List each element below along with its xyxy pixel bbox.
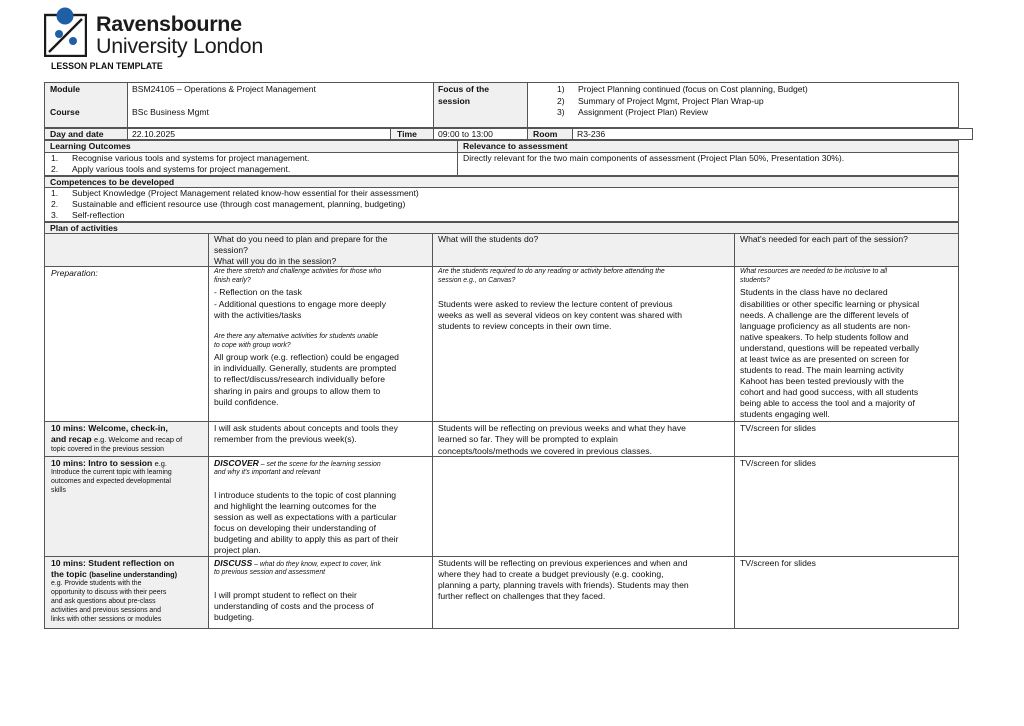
focus-item-3: 3) Assignment (Project Plan) Review — [557, 107, 708, 117]
focus-label: Focus of the — [438, 84, 490, 94]
competences-header-bg — [45, 177, 958, 187]
prep-answer-line: to reflect/discuss/research individually before — [214, 374, 386, 384]
competence-3: 3. Self-reflection — [51, 210, 125, 220]
outcome-2: 2. Apply various tools and systems for project management. — [51, 164, 291, 174]
reflection-eg-line: links with other sessions or modules — [51, 616, 162, 623]
resources-answer-line: understand, questions will be repeated verbally — [740, 343, 920, 353]
intro-eg-line: Introduce the current topic with learning — [51, 469, 172, 476]
resources-answer-line: native speakers. To help students follow and — [740, 332, 909, 342]
welcome-students-line: concepts/tools/methods we covered in previous classes. — [438, 446, 652, 456]
reflection-students-line: where they had to create a budget previously (e.g. cooking, — [438, 569, 664, 579]
resources-answer-line: students engaging well. — [740, 409, 830, 419]
reflection-students-line: Students will be reflecting on previous experiences and when and — [438, 558, 688, 568]
resources-answer-line: Students in the class have no declared — [740, 287, 888, 297]
focus-item-2: 2) Summary of Project Mgmt, Project Plan Wrap-up — [557, 96, 764, 106]
prep-answer-line: All group work (e.g. reflection) could be engaged — [214, 352, 399, 362]
resources-answer-line: students to read. The main learning activity — [740, 365, 904, 375]
preparation-label: Preparation: — [51, 268, 98, 278]
prep-question-alternative-2: to cope with group work? — [214, 342, 291, 349]
brand-subtitle: University London — [96, 34, 263, 58]
intro-title: 10 mins: Intro to session — [51, 458, 153, 468]
focus-item-1: 1) Project Planning continued (focus on Cost planning, Budget) — [557, 84, 808, 94]
discuss-label: DISCUSS — [214, 558, 253, 568]
time-value: 09:00 to 13:00 — [438, 129, 493, 139]
competence-1: 1. Subject Knowledge (Project Management related know-how essential for their assessment) — [51, 188, 419, 198]
reflection-title-3: (baseline understanding) — [89, 570, 178, 579]
intro-plan-line: focus on developing their understanding of — [214, 523, 376, 533]
reflection-title: 10 mins: Student reflection on — [51, 558, 175, 568]
course-value: BSc Business Mgmt — [132, 107, 209, 117]
resources-answer-line: at least twice as are presented on screen for — [740, 354, 910, 364]
students-answer-line: weeks as well as several videos on key content was shared with — [438, 310, 683, 320]
intro-plan-line: session as well as expectations with a particular — [214, 512, 397, 522]
welcome-eg-2: topic covered in the previous session — [51, 446, 164, 453]
students-answer-line: Students were asked to review the lecture content of previous — [438, 299, 673, 309]
learning-outcomes-label: Learning Outcomes — [50, 141, 131, 151]
reflection-eg-line: opportunity to discuss with their peers — [51, 589, 167, 596]
welcome-plan-line: remember from the previous week(s). — [214, 434, 357, 444]
brand-name: Ravensbourne — [96, 12, 242, 36]
competences-label: Competences to be developed — [50, 177, 175, 187]
relevance-text: Directly relevant for the two main components of assessment (Project Plan 50%, Presentation 30%). — [463, 153, 845, 163]
col-prepare-header: What do you need to plan and prepare for the — [214, 234, 388, 244]
ravensbourne-logo-icon — [44, 7, 87, 57]
time-label: Time — [397, 129, 417, 139]
discuss-note-2: to previous session and assessment — [214, 569, 326, 576]
outcome-1: 1. Recognise various tools and systems for project management. — [51, 153, 310, 163]
resources-answer-line: needs. A challenge are the different levels of — [740, 310, 909, 320]
prep-answer-line: in individually. Generally, students are prompted — [214, 363, 397, 373]
intro-eg: e.g. — [154, 459, 167, 468]
reflection-plan-line: understanding of costs and the process of — [214, 601, 374, 611]
intro-plan-line: and highlight the learning outcomes for the — [214, 501, 377, 511]
discover-note-2: and why it's important and relevant — [214, 469, 321, 476]
day-label: Day and date — [50, 129, 104, 139]
prep-answer-line: - Additional questions to engage more deeply — [214, 299, 386, 309]
col-prepare-header-3: What will you do in the session? — [214, 256, 337, 266]
reflection-eg-line: e.g. Provide students with the — [51, 580, 142, 587]
welcome-title: 10 mins: Welcome, check-in, — [51, 423, 168, 433]
relevance-label: Relevance to assessment — [463, 141, 568, 151]
reflection-title-2: the topic — [51, 569, 87, 579]
welcome-students-line: Students will be reflecting on previous weeks and what they have — [438, 423, 686, 433]
resources-question-2: students? — [740, 277, 770, 284]
resources-answer-line: being able to access the tool and a majority of — [740, 398, 915, 408]
resources-answer-line: disabilities or other specific learning or physical — [740, 299, 920, 309]
col-prepare-header-2: session? — [214, 245, 248, 255]
students-answer-line: students to review concepts in their own time. — [438, 321, 612, 331]
discover-note: – set the scene for the learning session — [258, 461, 381, 468]
resources-answer-line: language proficiency as all students are non- — [740, 321, 911, 331]
prep-question-stretch: Are there stretch and challenge activities for those who — [214, 268, 382, 275]
module-value: BSM24105 – Operations & Project Management — [132, 84, 316, 94]
discuss-note: – what do they know, expect to cover, link — [252, 561, 381, 568]
welcome-plan-line: I will ask students about concepts and tools they — [214, 423, 398, 433]
students-question: Are the students required to do any reading or activity before attending the — [438, 268, 665, 275]
discover-label: DISCOVER — [214, 458, 259, 468]
reflection-eg-line: activities and previous sessions and — [51, 607, 161, 614]
reflection-plan-line: I will prompt student to reflect on their — [214, 590, 357, 600]
plan-header-bg — [45, 223, 958, 233]
prep-answer-line: - Reflection on the task — [214, 287, 302, 297]
reflection-students-line: further reflect on challenges that they faced. — [438, 591, 606, 601]
room-label: Room — [533, 129, 558, 139]
prep-answer-line: build confidence. — [214, 397, 279, 407]
prep-answer-line: sharing in pairs and groups to allow them to — [214, 386, 381, 396]
col-needed-header: What's needed for each part of the session? — [740, 234, 908, 244]
day-value: 22.10.2025 — [132, 129, 176, 139]
focus-label-2: session — [438, 96, 471, 106]
module-label: Module — [50, 84, 81, 94]
prep-answer-line: with the activities/tasks — [214, 310, 302, 320]
intro-eg-line: skills — [51, 487, 66, 494]
resources-answer-line: cohort and had good success, with all students — [740, 387, 919, 397]
prep-question-stretch-2: finish early? — [214, 277, 251, 284]
welcome-students-line: learned so far. They will be prompted to explain — [438, 434, 618, 444]
welcome-title-2: and recap — [51, 434, 92, 444]
intro-plan-line: budgeting and ability to apply this as part of their — [214, 534, 399, 544]
reflection-needed: TV/screen for slides — [740, 558, 816, 568]
intro-plan-line: I introduce students to the topic of cost planning — [214, 490, 397, 500]
reflection-students-line: planning a party, planning travels with friends). Students may then — [438, 580, 689, 590]
welcome-eg: e.g. Welcome and recap of — [94, 435, 183, 444]
prep-question-alternative: Are there any alternative activities for students unable — [214, 333, 378, 340]
intro-eg-line: outcomes and expected developmental — [51, 478, 171, 485]
room-value: R3-236 — [577, 129, 606, 139]
template-title: LESSON PLAN TEMPLATE — [51, 61, 163, 71]
competence-2: 2. Sustainable and efficient resource use (through cost management, planning, budgeting) — [51, 199, 406, 209]
welcome-needed: TV/screen for slides — [740, 423, 816, 433]
resources-answer-line: Kahoot has been tested previously with the — [740, 376, 904, 386]
date-row — [44, 128, 973, 140]
course-label: Course — [50, 107, 80, 117]
resources-question: What resources are needed to be inclusive to all — [740, 268, 888, 275]
reflection-eg-line: and ask questions about pre-class — [51, 598, 156, 605]
intro-needed: TV/screen for slides — [740, 458, 816, 468]
intro-plan-line: project plan. — [214, 545, 261, 555]
col-students-header: What will the students do? — [438, 234, 539, 244]
reflection-plan-line: budgeting. — [214, 612, 255, 622]
plan-label: Plan of activities — [50, 223, 118, 233]
students-question-2: session e.g., on Canvas? — [438, 277, 516, 284]
